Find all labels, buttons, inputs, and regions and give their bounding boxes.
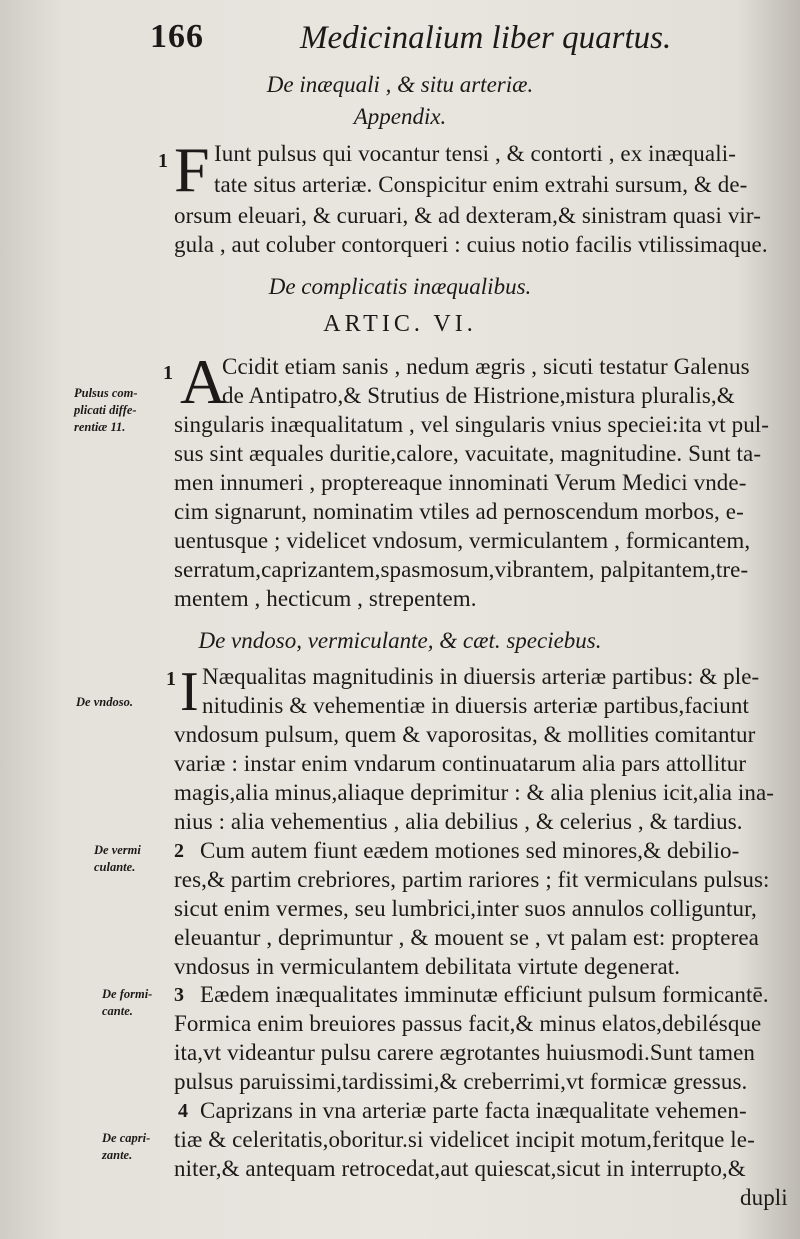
section-title-inaequali: De inæquali , & situ arteriæ. bbox=[266, 72, 534, 97]
text-line: tate situs arteriæ. Conspicitur enim extrahi sursum, & de- bbox=[214, 172, 748, 197]
text-line: cim signarunt, nominatim vtiles ad pernoscendum morbos, e- bbox=[174, 499, 744, 524]
paragraph-number: 3 bbox=[174, 984, 184, 1006]
page-number: 166 bbox=[150, 18, 204, 55]
paragraph-number: 1 bbox=[158, 150, 168, 172]
text-line: uentusque ; videlicet vndosum, vermiculantem , formicantem, bbox=[174, 528, 751, 553]
text-line: Formica enim breuiores passus facit,& minus elatos,debilésque bbox=[174, 1011, 762, 1036]
article-heading: ARTIC. VI. bbox=[323, 311, 477, 337]
running-title: Medicinalium liber quartus. bbox=[300, 20, 672, 56]
text-line: mentem , hecticum , strepentem. bbox=[174, 586, 477, 611]
text-line: variæ : instar enim vndarum continuatarum alia pars attollitur bbox=[174, 751, 747, 776]
paragraph-number: 2 bbox=[174, 840, 184, 862]
text-line: Cum autem fiunt eædem motiones sed minores,& debilio- bbox=[200, 838, 740, 863]
margin-note: De formi- cante. bbox=[102, 987, 153, 1018]
margin-note: Pulsus com- plicati diffe- rentiæ 11. bbox=[74, 386, 138, 434]
text-line: serratum,caprizantem,spasmosum,vibrantem, palpitantem,tre- bbox=[174, 557, 749, 582]
drop-cap: A bbox=[180, 346, 227, 417]
text-line: Iunt pulsus qui vocantur tensi , & contorti , ex inæquali- bbox=[214, 141, 736, 166]
margin-note: De capri- zante. bbox=[102, 1131, 151, 1162]
margin-note: De vermi culante. bbox=[94, 843, 141, 874]
drop-cap: F bbox=[174, 134, 210, 205]
drop-cap: I bbox=[180, 661, 199, 723]
text-line: sicut enim vermes, seu lumbrici,inter suos annulos colliguntur, bbox=[174, 896, 757, 921]
text-line: ita,vt videantur pulsu carere ægrotantes huiusmodi.Sunt tamen bbox=[174, 1040, 755, 1065]
text-line: men innumeri , proptereaque innominati Verum Medici vnde- bbox=[174, 470, 747, 495]
text-line: nitudinis & vehementiæ in diuersis arteriæ partibus,faciunt bbox=[202, 693, 749, 718]
text-line: de Antipatro,& Strutius de Histrione,mistura pluralis,& bbox=[222, 383, 735, 408]
text-line: eleuantur , deprimuntur , & mouent se , vt palam est: propterea bbox=[174, 925, 759, 950]
text-line: tiæ & celeritatis,oboritur.si videlicet incipit motum,feritque le- bbox=[174, 1127, 755, 1152]
paragraph-number: 1 bbox=[163, 362, 173, 384]
text-line: pulsus paruissimi,tardissimi,& creberrimi,vt formicæ gressus. bbox=[174, 1069, 748, 1094]
text-line: Ccidit etiam sanis , nedum ægris , sicuti testatur Galenus bbox=[222, 354, 750, 379]
text-line: nius : alia vehementius , alia debilius , & celerius , & tardius. bbox=[174, 809, 743, 834]
paragraph-number: 4 bbox=[178, 1100, 188, 1122]
section-title-vndoso: De vndoso, vermiculante, & cæt. speciebus. bbox=[198, 628, 602, 653]
text-line: Caprizans in vna arteriæ parte facta inæqualitate vehemen- bbox=[200, 1098, 747, 1123]
text-line: Næqualitas magnitudinis in diuersis arteriæ partibus: & ple- bbox=[202, 664, 760, 689]
text-line: niter,& antequam retrocedat,aut quiescat,sicut in interrupto,& bbox=[174, 1156, 746, 1181]
text-line: singularis inæqualitatum , vel singularis vnius speciei:ita vt pul- bbox=[174, 412, 770, 437]
paragraph-number: 1 bbox=[166, 668, 176, 690]
section-subtitle-appendix: Appendix. bbox=[353, 104, 447, 129]
margin-note: De vndoso. bbox=[76, 695, 133, 709]
text-line: sus sint æquales duritie,calore, vacuitate, magnitudine. Sunt ta- bbox=[174, 441, 762, 466]
text-line: vndosum pulsum, quem & vaporositas, & mollities comitantur bbox=[174, 722, 756, 747]
text-line: vndosus in vermiculantem debilitata virtute degenerat. bbox=[174, 954, 681, 979]
text-line: gula , aut coluber contorqueri : cuius notio facilis vtilissimaque. bbox=[174, 232, 768, 257]
text-line: magis,alia minus,aliaque deprimitur : & alia plenius icit,alia ina- bbox=[174, 780, 775, 805]
section-title-complicatis: De complicatis inæqualibus. bbox=[268, 274, 532, 299]
catchword: dupli bbox=[740, 1185, 788, 1210]
text-line: orsum eleuari, & curuari, & ad dexteram,& sinistram quasi vir- bbox=[174, 203, 761, 228]
text-line: res,& partim crebriores, partim rariores ; fit vermiculans pulsus: bbox=[174, 867, 770, 892]
text-line: Eædem inæqualitates imminutæ efficiunt pulsum formicantē. bbox=[200, 982, 769, 1007]
